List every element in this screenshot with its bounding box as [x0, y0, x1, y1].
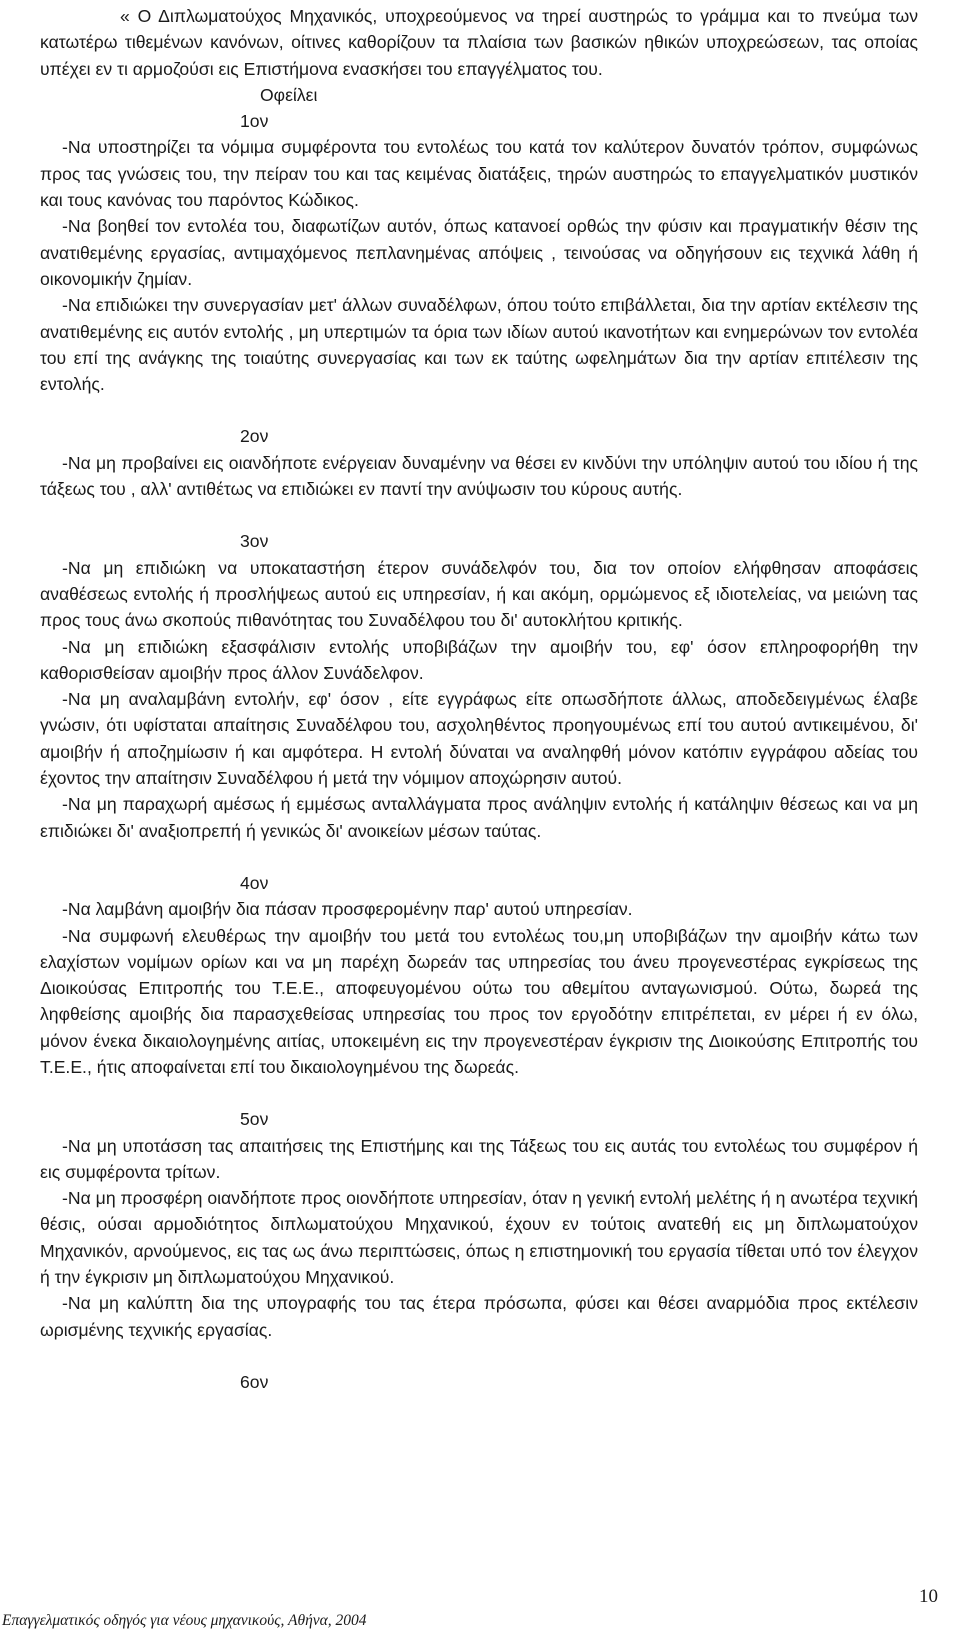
- section-5-paragraph-2: -Να μη προσφέρη οιανδήποτε προς οιονδήποτε υπηρεσίαν, όταν η γενική εντολή μελέτης ή η ανωτέρα τεχνική θέσις, ούσαι αρμοδιότητος διπλωματούχου Μηχανικού, έχουν εν τούτοις ανατεθή εις μη διπλωματούχον Μηχανικόν, αρνούμενος, εις τας ως άνω περιπτώσεις, όπως η επιστημονική του εργασία τίθεται υπό τον έλεγχον ή την έγκρισιν μη διπλωματούχου Μηχανικού.: [40, 1188, 918, 1288]
- section-1-paragraph-3: -Να επιδιώκει την συνεργασίαν μετ' άλλων συναδέλφων, όπου τούτο επιβάλλεται, δια την αρτίαν εκτέλεσιν της ανατιθεμένης εις αυτόν εντολής , μη υπερτιμών τα όρια των ιδίων αυτού ικανοτήτων και ενημερώνων τον εντολέα του επί της ανάγκης της τοιαύτης συνεργασίας και των εκ ταύτης ωφελημάτων δια την αρτίαν επιτέλεσιν της εντολής.: [40, 295, 918, 395]
- section-1-paragraph-2: -Να βοηθεί τον εντολέα του, διαφωτίζων αυτόν, όπως κατανοεί ορθώς την φύσιν και πραγματικήν θέσιν της ανατιθεμένης εργασίας, αντιμαχόμενος πεπλανημένας απόψεις , τεινούσας να οδηγήσουν εις τεχνικά λάθη ή οικονομικήν ζημίαν.: [40, 216, 918, 289]
- intro-paragraph: « Ο Διπλωματούχος Μηχανικός, υποχρεούμενος να τηρεί αυστηρώς το γράμμα και το πνεύμα των κατωτέρω τιθεμένων κανόνων, οίτινες καθορίζουν τα πλαίσια των βασικών ηθικών υποχρεώσεων, τας οποίας υπέχει εν τι αρμοζούσι εις Επιστήμονα ενασκήσει του επαγγέλματος του.: [40, 6, 918, 79]
- section-3-paragraph-1: -Να μη επιδιώκη να υποκαταστήση έτερον συνάδελφόν του, δια τον οποίον ελήφθησαν αποφάσεις αναθέσεως εντολής ή προσλήψεως αυτού εις υπηρεσίαν, ή και ακόμη, ορμώμενος εξ ιδιοτελείας, να μειώνη τας προς τους άνω σκοπούς πιθανότητας του Συναδέλφου του δι' αυτοκλήτου κριτικής.: [40, 557, 918, 631]
- page-footer: Επαγγελματικός οδηγός για νέους μηχανικούς, Αθήνα, 2004: [2, 1612, 367, 1629]
- section-heading-3: 3ον: [240, 531, 269, 552]
- section-heading-1: 1ον: [240, 111, 269, 132]
- page-number: 10: [919, 1586, 938, 1607]
- section-heading-5: 5ον: [240, 1109, 269, 1130]
- section-3-paragraph-3: -Να μη αναλαμβάνη εντολήν, εφ' όσον , είτε εγγράφως είτε οπωσδήποτε άλλως, αποδεδειγμένως έλαβε γνώσιν, ότι υφίσταται απαίτησις Συναδέλφου του, ασχοληθέντος προηγουμένως επί του αυτού αντικειμένου, δι' αμοιβήν ή αποζημίωσιν ή και αμφότερα. Η εντολή δύναται να αναληφθή μόνον κατόπιν εγγράφου αδείας του έχοντος την απαίτησιν Συναδέλφου ή μετά την νόμιμον αποχώρησιν αυτού.: [40, 689, 918, 789]
- section-4-paragraph-2: -Να συμφωνή ελευθέρως την αμοιβήν του μετά του εντολέως του,μη υποβιβάζων την αμοιβήν κάτω των ελαχίστων νομίμων ορίων και να μη παρέχη δωρεάν τας υπηρεσίας του άνευ προγενεστέρας εγκρίσεως της Διοικούσας Επιτροπής του Τ.Ε.Ε., αποφευγομένου ούτω του αθεμίτου ανταγωνισμού. Ούτω, δωρεά της ληφθείσης αμοιβής δια παρασχεθείσας υπηρεσίας του προς τον εργοδότην επιτρέπεται, εν μέρει ή εν όλω, μόνον ένεκα δικαιολογημένης αιτίας, υποκειμένη εις την προγενεστέραν έγκρισιν της Διοικούσης Επιτροπής του Τ.Ε.Ε., ήτις αποφαίνεται επί του δικαιολογημένου της δωρεάς.: [40, 925, 918, 1077]
- section-3-paragraph-2: -Να μη επιδιώκη εξασφάλισιν εντολής υποβιβάζων την αμοιβήν του, εφ' όσον επληροφορήθη την καθορισθείσαν αμοιβήν προς άλλον Συνάδελφον.: [40, 636, 918, 683]
- ofeilei-heading: Οφείλει: [260, 84, 318, 105]
- section-heading-6: 6ον: [240, 1371, 269, 1392]
- section-heading-4: 4ον: [240, 872, 269, 893]
- document-body: [40, 3, 918, 1395]
- section-1-paragraph-1: -Να υποστηρίζει τα νόμιμα συμφέροντα του εντολέως του κατά τον καλύτερον δυνατόν τρόπον, συμφώνως προς τας γνώσεις του, την πείραν του και τας κειμένας διατάξεις, τηρών αυστηρώς το επαγγελματικόν μυστικόν και τους κανόνας του παρόντος Κώδικος.: [40, 137, 918, 211]
- section-heading-2: 2ον: [240, 426, 269, 447]
- section-4-paragraph-1: -Να λαμβάνη αμοιβήν δια πάσαν προσφερομένην παρ' αυτού υπηρεσίαν.: [62, 899, 633, 920]
- section-5-paragraph-3: -Να μη καλύπτη δια της υπογραφής του τας έτερα πρόσωπα, φύσει και θέσει αναρμόδια προς εκτέλεσιν ωρισμένης τεχνικής εργασίας.: [40, 1293, 918, 1340]
- section-2-paragraph-1: -Να μη προβαίνει εις οιανδήποτε ενέργειαν δυναμένην να θέσει εν κινδύνι την υπόληψιν αυτού του ιδίου ή της τάξεως του , αλλ' αντιθέτως να επιδιώκει εν παντί την ανύψωσιν του κύρους αυτής.: [40, 452, 918, 500]
- section-3-paragraph-4: -Να μη παραχωρή αμέσως ή εμμέσως ανταλλάγματα προς ανάληψιν εντολής ή κατάληψιν θέσεως και να μη επιδιώκει δι' αναξιοπρεπή ή γενικώς δι' ανοικείων μέσων ταύτας.: [40, 794, 918, 841]
- section-5-paragraph-1: -Να μη υποτάσση τας απαιτήσεις της Επιστήμης και της Τάξεως του εις αυτάς του εντολέως του συμφέρον ή εις συμφέροντα τρίτων.: [40, 1135, 918, 1182]
